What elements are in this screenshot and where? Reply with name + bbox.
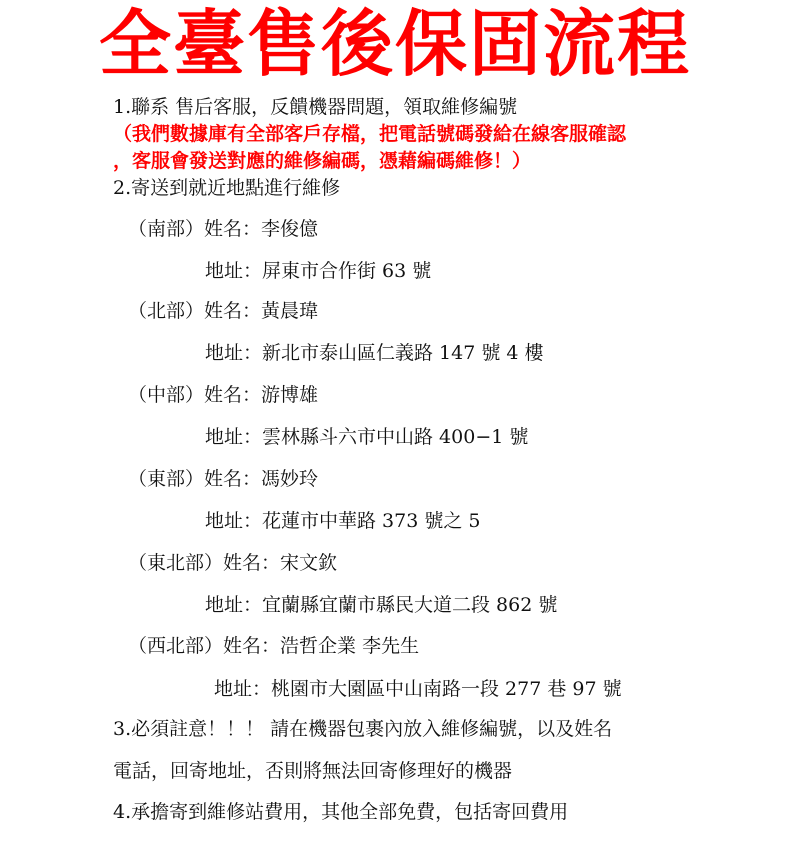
region-north-address-row — [205, 340, 544, 366]
region-label: （東北部） — [128, 552, 224, 574]
note-line-1: （我們數據庫有全部客戶存檔，把電話號碼發給在線客服確認 — [113, 123, 627, 145]
page-title: 全臺售後保固流程 — [98, 2, 691, 86]
address-label: 地址： — [205, 260, 263, 282]
region-label: （中部） — [128, 384, 205, 406]
contact-address: 屏東市合作街 63 號 — [262, 260, 432, 282]
contact-name: 馮妙玲 — [261, 468, 319, 490]
region-central-name-row — [128, 382, 318, 408]
step-3-text-line-1: 3.必須註意！！！ 請在機器包裹內放入維修編號，以及姓名 — [113, 718, 613, 740]
address-label: 地址： — [205, 510, 263, 532]
region-northeast-address-row — [205, 592, 557, 618]
contact-address: 花蓮市中華路 373 號之 5 — [262, 510, 481, 532]
address-label: 地址： — [205, 342, 263, 364]
region-label: （南部） — [128, 218, 205, 240]
contact-address: 新北市泰山區仁義路 147 號 4 樓 — [262, 342, 544, 364]
name-label: 姓名： — [223, 552, 281, 574]
region-central-address-row — [205, 424, 528, 450]
contact-name: 浩哲企業 李先生 — [280, 635, 420, 657]
name-label: 姓名： — [204, 384, 262, 406]
region-north-name-row — [128, 298, 318, 324]
name-label: 姓名： — [204, 218, 262, 240]
region-northwest-address-row — [214, 676, 622, 702]
region-label: （北部） — [128, 300, 205, 322]
region-east-name-row — [128, 466, 318, 492]
step-3-text-line-2: 電話，回寄地址，否則將無法回寄修理好的機器 — [113, 760, 513, 782]
region-label: （東部） — [128, 468, 205, 490]
region-northeast-name-row — [128, 550, 337, 576]
contact-name: 游博雄 — [261, 384, 319, 406]
name-label: 姓名： — [204, 300, 262, 322]
address-label: 地址： — [214, 678, 272, 700]
region-south-address-row — [205, 258, 431, 284]
note-line-2: ，客服會發送對應的維修編碼，憑藉編碼維修！） — [113, 150, 532, 172]
region-northwest-name-row — [128, 633, 419, 659]
address-label: 地址： — [205, 594, 263, 616]
step-1-text: 1.聯系 售后客服，反饋機器問題，領取維修編號 — [113, 96, 518, 118]
contact-address: 桃園市大園區中山南路一段 277 巷 97 號 — [271, 678, 622, 700]
contact-name: 黃晨瑋 — [261, 300, 319, 322]
address-label: 地址： — [205, 426, 263, 448]
contact-name: 宋文欽 — [280, 552, 338, 574]
contact-name: 李俊億 — [261, 218, 319, 240]
name-label: 姓名： — [204, 468, 262, 490]
step-4-text: 4.承擔寄到維修站費用，其他全部免費，包括寄回費用 — [113, 801, 569, 823]
step-2-text: 2.寄送到就近地點進行維修 — [113, 177, 341, 199]
contact-address: 宜蘭縣宜蘭市縣民大道二段 862 號 — [262, 594, 558, 616]
region-east-address-row — [205, 508, 481, 534]
contact-address: 雲林縣斗六市中山路 400−1 號 — [262, 426, 529, 448]
name-label: 姓名： — [223, 635, 281, 657]
region-south-name-row — [128, 216, 318, 242]
region-label: （西北部） — [128, 635, 224, 657]
